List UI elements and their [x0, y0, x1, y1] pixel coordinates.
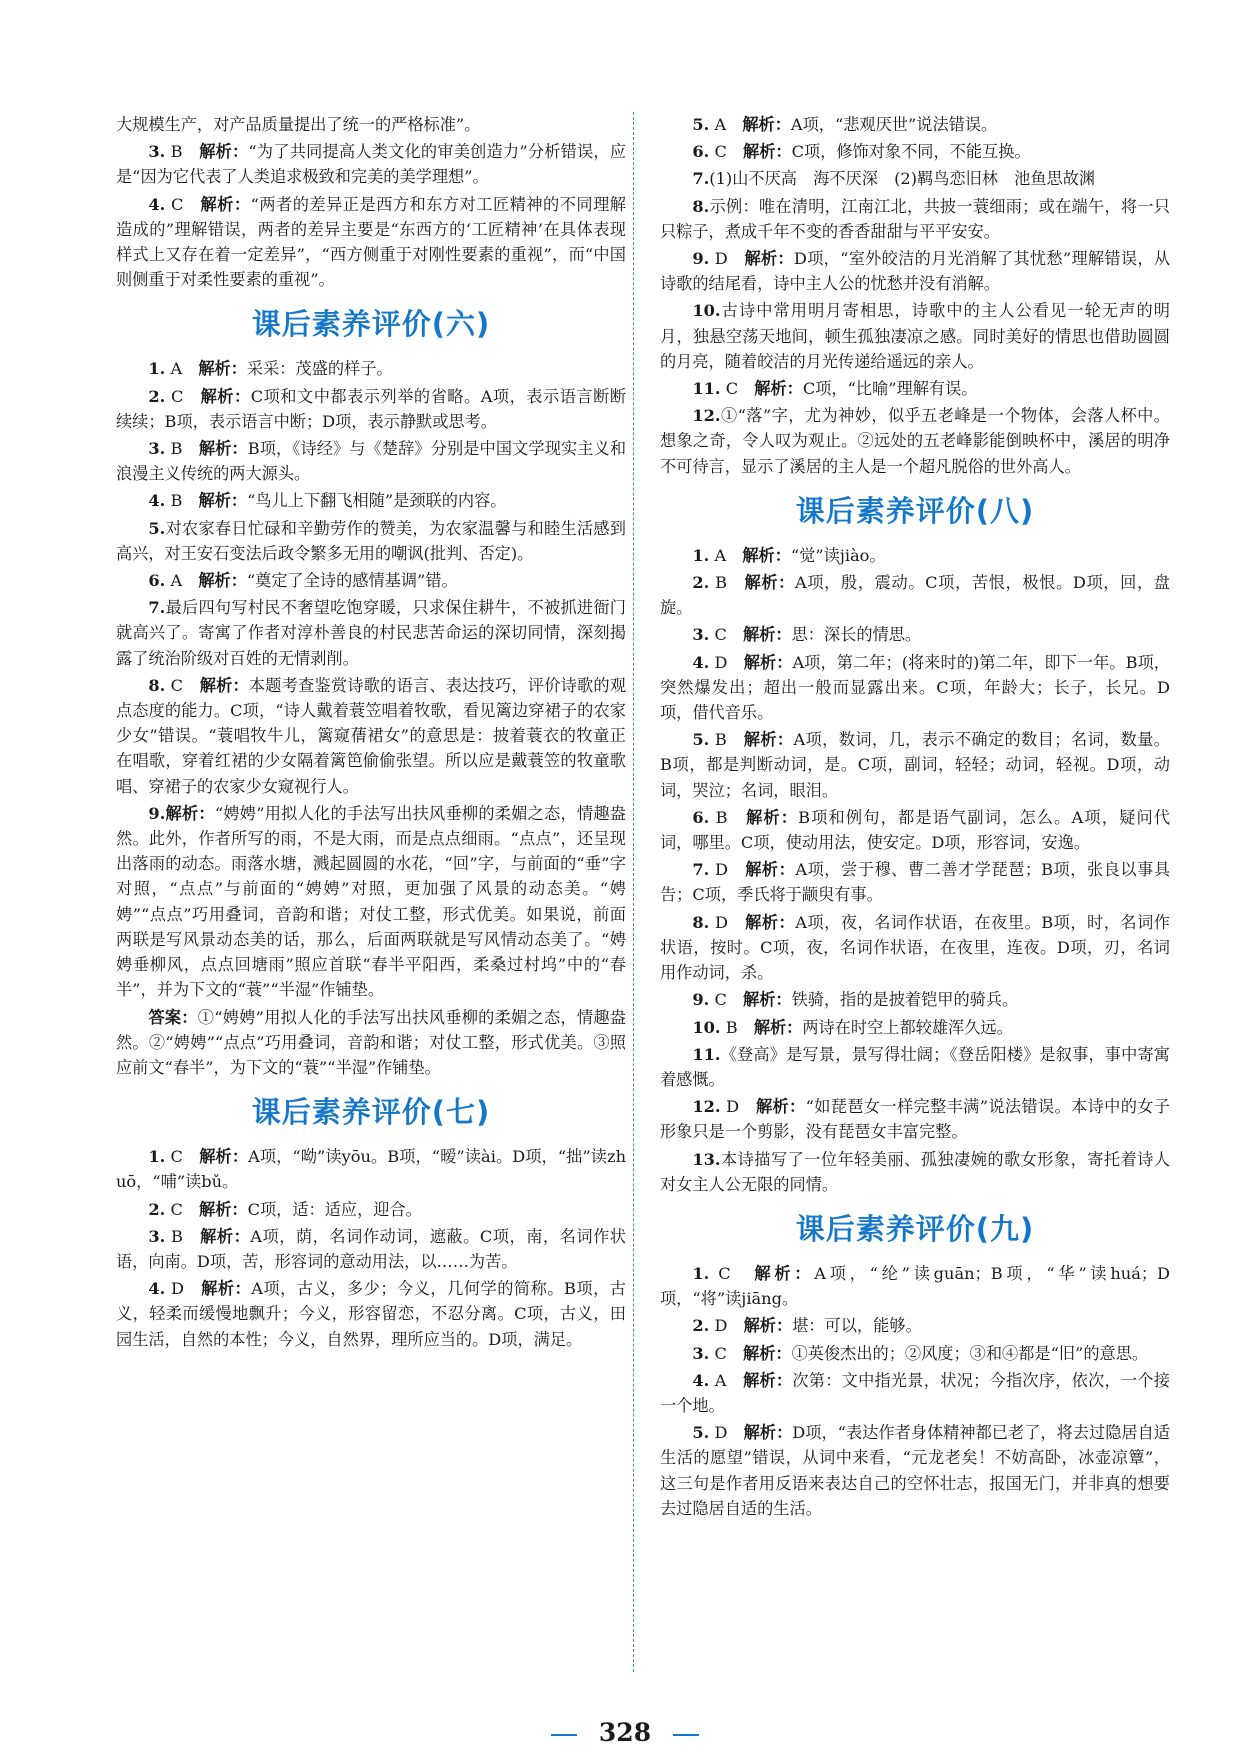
answer-item — [116, 112, 626, 137]
answer-choice: B — [714, 730, 727, 750]
item-text: “为了共同提高人类文化的审美创造力”分析错误，应是“因为它代表了人类追求极致和完美的美学理想”。 — [116, 142, 627, 187]
answer-item — [116, 384, 626, 434]
analysis-label: 解析： — [198, 571, 247, 591]
item-number: 8. — [692, 196, 710, 216]
answer-item — [660, 1313, 1170, 1338]
answer-choice: D — [170, 1279, 184, 1299]
item-text: 示例：唯在清明，江南江北，共披一蓑细雨；或在端午，将一只只粽子，煮成千年不变的香香甜甜与平平安安。 — [660, 196, 1170, 241]
item-text: A项，荫，名词作动词，遮蔽。C项，南，名词作状语，向南。D项，苦，形容词的意动用法，以……为苦。 — [116, 1226, 626, 1271]
analysis-label: 解析： — [755, 1097, 806, 1117]
answer-item — [660, 1042, 1170, 1092]
answer-item — [116, 801, 626, 1003]
item-number: 5. — [692, 1423, 710, 1443]
analysis-label: 解析： — [754, 379, 803, 399]
item-text: C项和文中都表示列举的省略。A项，表示语言断断续续；B项，表示语言中断；D项，表示静默或思考。 — [116, 386, 627, 431]
item-text: 本题考查鉴赏诗歌的语言、表达技巧，评价诗歌的观点态度的能力。C项，“诗人戴着蓑笠唱着牧歌，看见篱边穿裙子的农家少女”错误。“蓑唱牧牛儿，篱窥蒨裙女”的意思是：披着蓑衣的牧童正在唱歌，穿着红裙的少女隔着篱笆偷偷张望。所以应是戴蓑笠的牧童歌唱、穿裙子的农家少女窥视行人。 — [116, 675, 627, 796]
item-number: 6. — [148, 571, 166, 591]
analysis-label: 解析： — [199, 1147, 249, 1167]
answer-item — [660, 1094, 1170, 1144]
answer-item — [116, 595, 626, 671]
item-number: 9. — [692, 249, 710, 269]
answer-choice: C — [718, 1263, 731, 1283]
item-number: 6. — [692, 142, 710, 162]
answer-choice: A — [170, 359, 183, 379]
item-text: C项，适：适应，迎合。 — [247, 1199, 422, 1219]
analysis-label: 解析： — [198, 439, 248, 459]
answer-choice: C — [714, 625, 727, 645]
item-number: 3. — [692, 625, 710, 645]
column-divider — [633, 112, 634, 1672]
item-number: 5. — [692, 730, 710, 750]
analysis-label: 解析： — [746, 807, 799, 827]
analysis-label: 解析： — [753, 1017, 803, 1037]
item-text: 两诗在时空上都较雄浑久远。 — [802, 1017, 1013, 1037]
item-text: 次第：文中指光景，状况；今指次序，依次，一个接一个地。 — [660, 1370, 1170, 1415]
answer-choice: B — [170, 439, 183, 459]
answer-item — [660, 1368, 1170, 1418]
item-text: ①英俊杰出的；②风度；③和④都是“旧”的意思。 — [791, 1343, 1149, 1363]
answer-item — [116, 1005, 626, 1081]
answer-choice: C — [170, 194, 184, 214]
answer-choice: D — [714, 912, 728, 932]
analysis-label: 解析： — [743, 142, 792, 162]
answer-item — [660, 987, 1170, 1012]
item-number: 3. — [148, 142, 166, 162]
answer-choice: B — [715, 573, 727, 593]
answer-choice: D — [714, 249, 728, 269]
item-text: “鸟儿上下翻飞相随”是颈联的内容。 — [247, 491, 507, 511]
right-column — [660, 112, 1170, 1523]
answer-choice: B — [170, 491, 183, 511]
item-number: 10. — [692, 1017, 721, 1037]
item-text: A项，“悲观厌世”说法错误。 — [790, 115, 998, 134]
page-number: 328 — [598, 1718, 652, 1747]
section-heading: 课后素养评价(九) — [795, 1211, 1035, 1246]
item-number: 3. — [148, 1226, 166, 1246]
item-text: “娉娉”用拟人化的手法写出扶风垂柳的柔媚之态，情趣盎然。此外，作者所写的雨，不是大雨，而是点点细雨。“点点”，还呈现出落雨的动态。雨落水塘，溅起圆圆的水花，“回”字，与前面的“垂”字对照，“点点”与前面的“娉娉”对照，更加强了风景的动态美。“娉娉”“点点”巧用叠词，音韵和谐；对仗工整，形式优美。如果说，前面两联是写风景动态美的话，那么，后面两联就是写风情动态美了。“娉娉垂柳风，点点回塘雨”照应首联“春半平阳西，柔桑过村坞”中的“春半”，并为下文的“蓑”“半湿”作铺垫。 — [116, 803, 626, 1000]
answer-item — [116, 436, 626, 486]
item-text: B项，《诗经》与《楚辞》分别是中国文学现实主义和浪漫主义传统的两大源头。 — [116, 439, 627, 484]
footer-dash-right — [673, 1734, 699, 1736]
item-text: 铁骑，指的是披着铠甲的骑兵。 — [791, 990, 1019, 1010]
analysis-label: 解析： — [199, 142, 249, 162]
item-number: 4. — [148, 1279, 166, 1299]
item-text: 采采：茂盛的样子。 — [246, 359, 393, 379]
answer-choice: D — [714, 652, 728, 672]
item-text: A项，尝于穆、曹二善才学琵琶；B项，张良以事具告；C项，季氏将于颛臾有事。 — [660, 860, 1171, 905]
answer-item — [660, 166, 1170, 191]
answer-choice: C — [170, 1199, 183, 1219]
answer-choice: C — [170, 675, 184, 695]
item-text: “奠定了全诗的感情基调”错。 — [246, 571, 458, 591]
answer-choice: C — [170, 386, 184, 406]
answer-item — [116, 1224, 626, 1274]
item-text: ①“落”字，尤为神妙，似乎五老峰是一个物体，会落人杯中。想象之奇，令人叹为观止。②远处的五老峰影能倒映杯中，溪居的明净不可待言，显示了溪居的主人是一个超凡脱俗的世外高人。 — [660, 406, 1170, 476]
answer-item — [660, 194, 1170, 244]
answer-choice: D — [714, 860, 728, 880]
answer-choice: B — [715, 807, 728, 827]
answer-item — [116, 488, 626, 513]
item-text: A项，夜，名词作状语，在夜里。B项，时，名词作状语，按时。C项，夜，名词作状语，在夜里，连夜。D项，刃，名词用作动词，杀。 — [660, 912, 1170, 983]
answer-choice: C — [714, 142, 727, 162]
analysis-label: 解析： — [200, 386, 251, 406]
answer-choice: D — [726, 1097, 740, 1117]
analysis-label: 答案： — [148, 1007, 198, 1027]
answer-item — [660, 1261, 1170, 1311]
answer-choice: B — [725, 1017, 738, 1037]
section-heading: 课后素养评价(八) — [795, 493, 1035, 528]
analysis-label: 解析： — [743, 625, 792, 645]
answer-item — [116, 139, 626, 189]
item-text: “如琵琶女一样完整丰满”说法错误。本诗中的女子形象只是一个剪影，没有琵琶女丰富完整。 — [660, 1097, 1170, 1142]
item-text: 最后四句写村民不奢望吃饱穿暖，只求保住耕牛，不被抓进衙门就高兴了。寄寓了作者对淳朴善良的村民悲苦命运的深切同情，深刻揭露了统治阶级对百姓的无情剥削。 — [116, 598, 626, 668]
item-number: 7. — [692, 860, 710, 880]
item-number: 3. — [692, 1343, 710, 1363]
answer-item — [660, 376, 1170, 401]
item-text: D项，“表达作者身体精神都已老了，将去过隐居自适生活的愿望”错误，从词中来看，“元龙老矣！不妨高卧，冰壶凉簟”，这三句是作者用反语来表达自己的空怀壮志，报国无门，并非真的想要去过隐居自适的生活。 — [660, 1423, 1170, 1518]
item-number: 7. — [148, 598, 166, 618]
item-number: 1. — [148, 359, 166, 379]
answer-choice: C — [170, 1147, 183, 1167]
page-footer — [0, 1718, 1250, 1747]
item-number: 2. — [692, 573, 710, 593]
answer-item — [660, 403, 1170, 479]
item-number: 8. — [692, 912, 710, 932]
answer-item — [660, 622, 1170, 647]
answer-choice: D — [714, 1423, 728, 1443]
answer-item — [660, 805, 1170, 855]
answer-choice: A — [714, 1370, 727, 1390]
item-number: 5. — [148, 518, 166, 538]
item-number: 1. — [692, 545, 710, 565]
answer-item — [660, 1341, 1170, 1366]
item-number: 11. — [692, 379, 721, 399]
answer-item — [116, 356, 626, 381]
item-text: 古诗中常用明月寄相思，诗歌中的主人公看见一轮无声的明月，独悬空荡天地间，顿生孤独凄凉之感。同时美好的情思也借助圆圆的月亮，随着皎洁的月光传递给遥远的亲人。 — [660, 301, 1170, 371]
answer-item — [116, 1276, 626, 1352]
item-number: 4. — [692, 652, 710, 672]
analysis-label: 解析： — [743, 652, 793, 672]
analysis-label: 解析： — [743, 1370, 793, 1390]
answer-item — [660, 1015, 1170, 1040]
section-heading: 课后素养评价(七) — [251, 1095, 491, 1130]
answer-item — [660, 543, 1170, 568]
analysis-label: 解析： — [743, 730, 794, 750]
item-text: D项，“室外皎洁的月光消解了其忧愁”理解错误，从诗歌的结尾看，诗中主人公的忧愁并没有消解。 — [660, 249, 1171, 294]
item-text: 本诗描写了一位年轻美丽、孤独凄婉的歌女形象，寄托着诗人对女主人公无限的同情。 — [660, 1149, 1170, 1194]
answer-item — [116, 673, 626, 799]
item-number: 8. — [148, 675, 166, 695]
answer-item — [660, 298, 1170, 374]
answer-item — [660, 1420, 1170, 1521]
item-text: 堪：可以，能够。 — [792, 1316, 922, 1336]
item-number: 2. — [692, 1316, 710, 1336]
analysis-label: 解析： — [744, 249, 794, 269]
analysis-label: 解析： — [743, 1316, 793, 1336]
item-number: 12. — [692, 1097, 721, 1117]
item-text: B项和例句，都是语气副词，怎么。A项，疑问代词，哪里。C项，使动用法，使安定。D项，形容词，安逸。 — [660, 807, 1171, 853]
item-number: 11. — [692, 1044, 721, 1064]
item-number: 1. — [692, 1263, 710, 1283]
item-text: A项，“纶”读guān；B项，“华”读huá；D项，“将”读jiāng。 — [660, 1263, 1171, 1309]
answer-item — [660, 727, 1170, 803]
item-text: A项，古义，多少；今义，几何学的简称。B项，古义，轻柔而缓慢地飘升；今义，形容留恋，不忍分离。C项，古义，田园生活，自然的本性；今义，自然界，理所应当的。D项，满足。 — [116, 1279, 626, 1349]
analysis-label: 解析： — [743, 1343, 792, 1363]
analysis-label: 解析： — [200, 1226, 251, 1246]
answer-choice: D — [714, 1316, 728, 1336]
answer-item — [660, 246, 1170, 296]
item-number: 12. — [692, 406, 721, 426]
item-number: 9. — [148, 803, 166, 823]
left-column — [116, 112, 626, 1354]
item-text: “两者的差异正是西方和东方对工匠精神的不同理解造成的”理解错误，两者的差异主要是“东西方的‘工匠精神’在具体表现样式上又存在着一定差异”，“西方侧重于对刚性要素的重视”，而“中国则侧重于对柔性要素的重视”。 — [116, 194, 626, 290]
item-text: 思：深长的情思。 — [791, 625, 922, 645]
item-number: 7. — [692, 169, 710, 189]
answer-item — [116, 568, 626, 593]
answer-item — [116, 1197, 626, 1222]
item-number: 10. — [692, 301, 721, 321]
item-number: 4. — [692, 1370, 710, 1390]
item-text: A项，第二年；(将来时的)第二年，即下一年。B项，突然爆发出；超出一般而显露出来。C项，年龄大；长子，长兄。D项，借代音乐。 — [660, 652, 1170, 723]
answer-item — [660, 570, 1170, 620]
analysis-label: 解析： — [165, 803, 215, 823]
item-number: 6. — [692, 807, 710, 827]
answer-item — [660, 857, 1170, 907]
item-text: “觉”读jiào。 — [790, 545, 886, 565]
item-text: C项，“比喻”理解有误。 — [802, 379, 978, 399]
analysis-label: 解析： — [744, 573, 795, 593]
analysis-label: 解析： — [754, 1263, 815, 1283]
item-number: 4. — [148, 491, 166, 511]
analysis-label: 解析： — [745, 912, 796, 932]
analysis-label: 解析： — [199, 675, 249, 695]
answer-item — [116, 192, 626, 293]
answer-item — [660, 139, 1170, 164]
item-text: 对农家春日忙碌和辛勤劳作的赞美，为农家温馨与和睦生活感到高兴，对王安石变法后政令繁多无用的嘲讽(批判、否定)。 — [116, 518, 626, 563]
item-text: ①“娉娉”用拟人化的手法写出扶风垂柳的柔媚之态，情趣盎然。②“娉娉”“点点”巧用叠词，音韵和谐；对仗工整，形式优美。③照应前文“春半”，为下文的“蓑”“半湿”作铺垫。 — [116, 1007, 626, 1077]
analysis-label: 解析： — [198, 491, 248, 511]
item-number: 4. — [148, 194, 166, 214]
item-text: A项，殷，震动。C项，苦恨，极恨。D项，回，盘旋。 — [660, 573, 1170, 618]
answer-choice: A — [714, 545, 727, 565]
answer-item — [660, 650, 1170, 726]
analysis-label: 解析： — [200, 194, 251, 214]
item-number: 9. — [692, 990, 710, 1010]
answer-choice: B — [170, 1226, 183, 1246]
analysis-label: 解析： — [198, 359, 247, 379]
item-number: 13. — [692, 1149, 721, 1169]
answer-item — [660, 910, 1170, 986]
item-number: 1. — [148, 1147, 166, 1167]
answer-item — [660, 112, 1170, 137]
section-heading: 课后素养评价(六) — [251, 307, 491, 342]
item-text: A项，“呦”读yōu。B项，“暧”读ài。D项，“拙”读zhuō，“哺”读bǔ。 — [116, 1147, 627, 1192]
item-text: (1)山不厌高 海不厌深 (2)羁鸟恋旧林 池鱼思故渊 — [709, 169, 1096, 189]
item-number: 5. — [692, 115, 710, 134]
analysis-label: 解析： — [743, 1423, 793, 1443]
analysis-label: 解析： — [743, 990, 792, 1010]
analysis-label: 解析： — [201, 1279, 252, 1299]
answer-item — [116, 516, 626, 566]
answer-choice: A — [714, 115, 727, 134]
answer-choice: A — [170, 571, 183, 591]
analysis-label: 解析： — [199, 1199, 248, 1219]
item-number: 2. — [148, 1199, 166, 1219]
answer-choice: B — [170, 142, 183, 162]
answer-item — [116, 1144, 626, 1194]
answer-choice: C — [725, 379, 739, 399]
analysis-label: 解析： — [745, 860, 796, 880]
item-text: C项，修饰对象不同，不能互换。 — [791, 142, 1031, 162]
item-number: 3. — [148, 439, 166, 459]
analysis-label: 解析： — [742, 545, 791, 565]
answer-item — [660, 1147, 1170, 1197]
answer-choice: C — [714, 990, 727, 1010]
footer-dash-left — [551, 1734, 577, 1736]
item-number: 2. — [148, 386, 166, 406]
answer-choice: C — [714, 1343, 727, 1363]
item-text: 大规模生产，对产品质量提出了统一的严格标准”。 — [116, 115, 481, 134]
analysis-label: 解析： — [742, 115, 791, 134]
item-text: A项，数词，几，表示不确定的数目；名词，数量。B项，都是判断动词，是。C项，副词，轻轻；动词，轻视。D项，动词，哭泣；名词，眼泪。 — [660, 730, 1170, 800]
item-text: 《登高》是写景，景写得壮阔；《登岳阳楼》是叙事，事中寄寓着感慨。 — [660, 1044, 1170, 1089]
